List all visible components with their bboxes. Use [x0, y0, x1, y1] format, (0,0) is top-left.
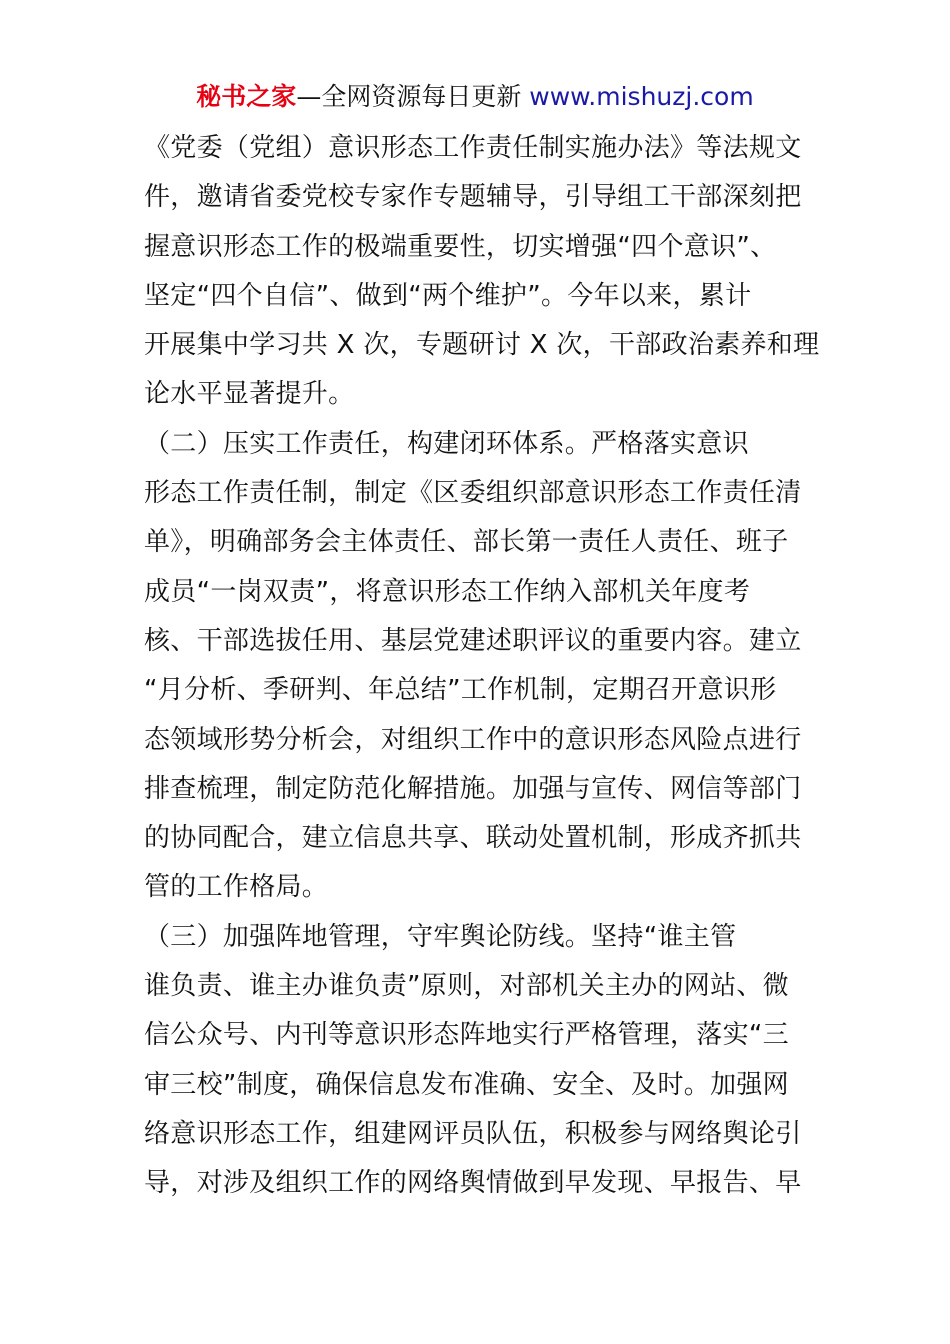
site-tagline: —全网资源每日更新 [296, 82, 530, 111]
text-line: 信公众号、内刊等意识形态阵地实行严格管理，落实“三 [144, 1020, 789, 1051]
text-line: 单》，明确部务会主体责任、部长第一责任人责任、班子 [144, 527, 789, 558]
text-line: 的协同配合，建立信息共享、联动处置机制，形成齐抓共 [144, 823, 802, 854]
site-brand: 秘书之家 [196, 82, 297, 111]
text-line: 《党委（党组）意识形态工作责任制实施办法》等法规文 [144, 133, 802, 163]
text-line: 导，对涉及组织工作的网络舆情做到早发现、早报告、早 [144, 1168, 802, 1199]
text-line: 态领域形势分析会，对组织工作中的意识形态风险点进行 [144, 724, 802, 755]
site-header [0, 80, 950, 114]
site-url[interactable]: www.mishuzj.com [529, 82, 754, 111]
text-line: 审三校”制度，确保信息发布准确、安全、及时。加强网 [144, 1069, 789, 1100]
text-line: 管的工作格局。 [144, 872, 329, 903]
document-body [144, 124, 820, 1209]
text-line: 开展集中学习共 X 次，专题研讨 X 次，干部政治素养和理 [144, 330, 820, 361]
text-line: 谁负责、谁主办谁负责”原则，对部机关主办的网站、微 [144, 971, 789, 1002]
text-line: 论水平显著提升。 [144, 379, 355, 410]
text-line: 核、干部选拔任用、基层党建述职评议的重要内容。建立 [144, 625, 802, 656]
text-line: “月分析、季研判、年总结”工作机制，定期召开意识形 [144, 675, 777, 706]
text-line: 件，邀请省委党校专家作专题辅导，引导组工干部深刻把 [144, 182, 802, 213]
text-line: 排查梳理，制定防范化解措施。加强与宣传、网信等部门 [144, 773, 802, 804]
section-heading-line: （三）加强阵地管理，守牢舆论防线。坚持“谁主管 [144, 921, 737, 952]
section-heading-line: （二）压实工作责任，构建闭环体系。严格落实意识 [144, 428, 749, 459]
text-line: 络意识形态工作，组建网评员队伍，积极参与网络舆论引 [144, 1118, 802, 1149]
text-line: 成员“一岗双责”，将意识形态工作纳入部机关年度考 [144, 576, 751, 607]
text-line: 坚定“四个自信”、做到“两个维护”。今年以来，累计 [144, 280, 752, 311]
text-line: 形态工作责任制，制定《区委组织部意识形态工作责任清 [144, 478, 802, 509]
text-line: 握意识形态工作的极端重要性，切实增强“四个意识”、 [144, 231, 777, 262]
